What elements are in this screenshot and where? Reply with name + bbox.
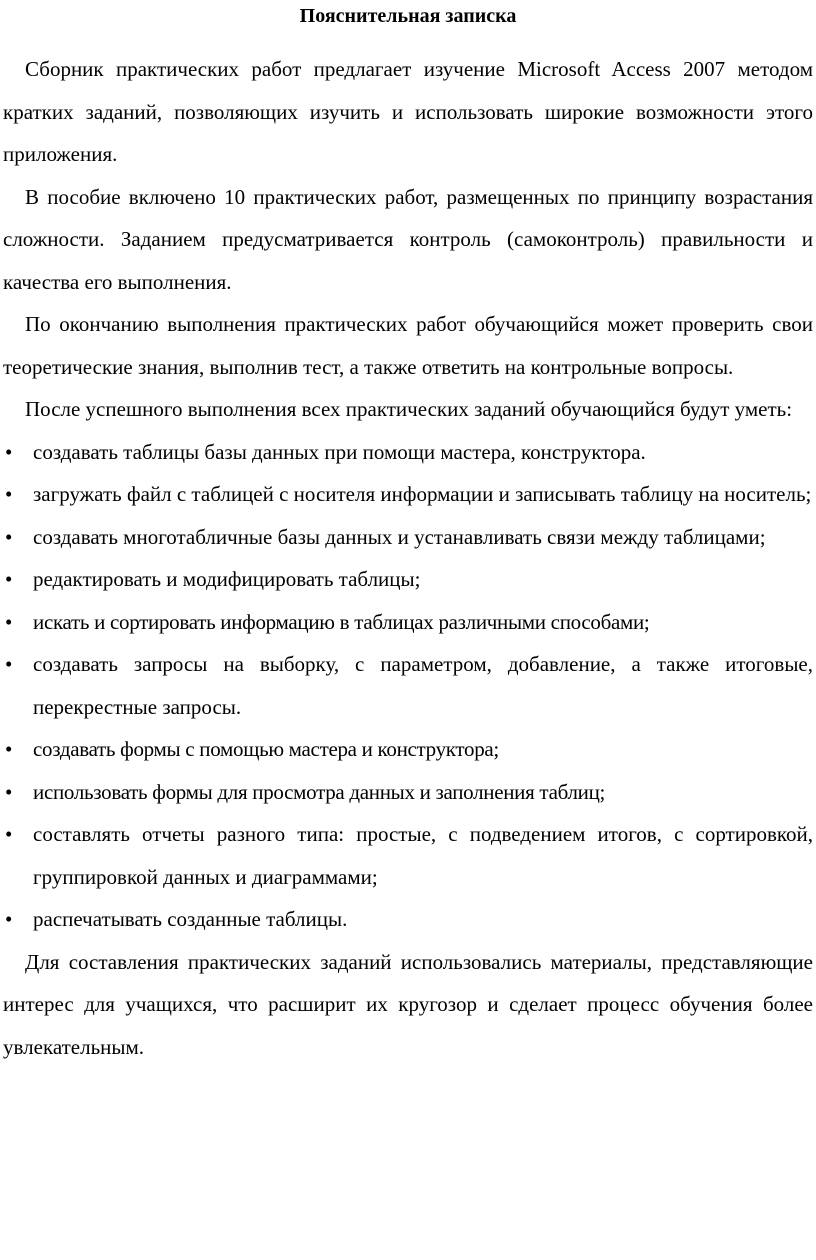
list-item xyxy=(3,431,813,474)
list-item xyxy=(3,813,813,898)
list-item-text: искать и сортировать информацию в таблицах различными способами; xyxy=(33,609,650,634)
list-item-text: создавать запросы на выборку, с параметром, добавление, а также итоговые, перекрестные запросы. xyxy=(33,652,813,719)
bullet-icon: • xyxy=(5,567,13,591)
list-item-text: редактировать и модифицировать таблицы; xyxy=(33,567,421,591)
list-item xyxy=(3,601,813,644)
bullet-icon: • xyxy=(5,482,13,506)
bullet-icon: • xyxy=(5,779,13,804)
bullet-icon: • xyxy=(5,737,13,761)
bullet-icon: • xyxy=(5,652,13,676)
bullet-icon: • xyxy=(5,822,13,846)
list-item xyxy=(3,728,813,771)
page-title: Пояснительная записка xyxy=(299,5,517,27)
skills-list xyxy=(3,431,813,941)
list-item xyxy=(3,516,813,559)
intro-paragraph: После успешного выполнения всех практических заданий обучающийся будут уметь: xyxy=(25,397,793,421)
list-item-text: создавать таблицы базы данных при помощи мастера, конструктора. xyxy=(33,439,646,464)
bullet-icon: • xyxy=(5,907,13,931)
list-item xyxy=(3,771,813,814)
list-item-text: составлять отчеты разного типа: простые, с подведением итогов, с сортировкой, группировкой данных и диаграммами; xyxy=(33,822,813,889)
list-item-text: создавать формы с помощью мастера и конструктора; xyxy=(33,737,499,761)
intro-paragraph: В пособие включено 10 практических работ, размещенных по принципу возрастания сложности. Заданием предусматривается контроль (самоконтроль) правильности и качества его выполнения. xyxy=(3,184,813,294)
list-item-text: создавать многотабличные базы данных и устанавливать связи между таблицами; xyxy=(33,524,766,549)
intro-paragraph: Сборник практических работ предлагает изучение Microsoft Access 2007 методом кратких заданий, позволяющих изучить и использовать широкие возможности этого приложения. xyxy=(3,57,813,166)
bullet-icon: • xyxy=(5,609,13,634)
list-item xyxy=(3,473,813,516)
list-item xyxy=(3,898,813,941)
list-item xyxy=(3,643,813,728)
list-item-text: использовать формы для просмотра данных и заполнения таблиц; xyxy=(33,779,606,804)
bullet-icon: • xyxy=(5,439,13,464)
list-item-text: загружать файл с таблицей с носителя информации и записывать таблицу на носитель; xyxy=(33,482,812,506)
closing-paragraph: Для составления практических заданий использовались материалы, представляющие интерес для учащихся, что расширит их кругозор и сделает процесс обучения более увлекательным. xyxy=(3,949,813,1059)
bullet-icon: • xyxy=(5,524,13,549)
list-item xyxy=(3,558,813,601)
list-item-text: распечатывать созданные таблицы. xyxy=(33,907,348,931)
intro-paragraph: По окончанию выполнения практических работ обучающийся может проверить свои теоретические знания, выполнив тест, а также ответить на контрольные вопросы. xyxy=(3,312,813,379)
